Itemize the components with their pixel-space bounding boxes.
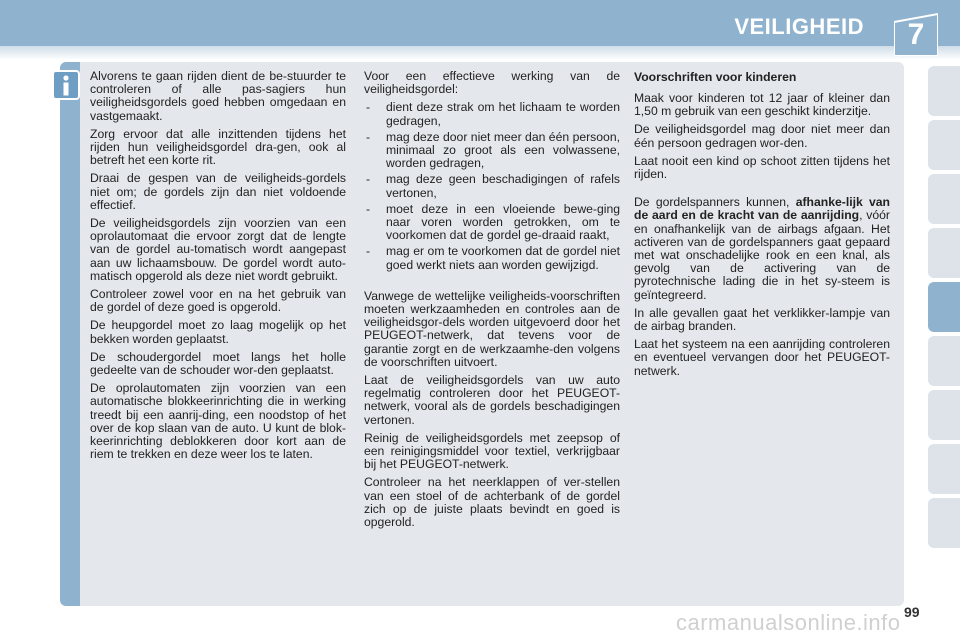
paragraph: Reinig de veiligheidsgordels met zeepsop of een reinigingsmiddel voor textiel, verkrijgbaar bij het PEUGEOT-netwerk. <box>364 430 620 472</box>
chapter-tab[interactable] <box>928 444 960 494</box>
paragraph: De veiligheidsgordels zijn voorzien van een oprolautomaat die ervoor zorgt dat de lengte van de gordel au-tomatisch wordt aangepast aan uw lichaamsbouw. De gordel wordt auto-matisch opgerold als deze niet wordt gebruikt. <box>90 216 346 283</box>
list-item-text: mag deze geen beschadigingen of rafels vertonen, <box>386 172 620 200</box>
bullet-dash: - <box>366 172 371 187</box>
list-item <box>364 203 620 243</box>
column-1 <box>90 70 346 466</box>
column-2 <box>364 70 620 534</box>
header-fade <box>0 46 960 60</box>
section-heading: Voorschriften voor kinderen <box>634 70 797 84</box>
pretension-bold: afhanke-lijk van de aard en de kracht van de aanrijding <box>634 195 891 223</box>
list-item <box>364 101 620 127</box>
chapter-number: 7 <box>907 18 925 51</box>
paragraph: Laat nooit een kind op schoot zitten tijdens het rijden. <box>634 153 890 182</box>
list-item <box>364 131 620 171</box>
chapter-tab[interactable] <box>928 390 960 440</box>
chapter-tabs <box>924 66 960 606</box>
page-title: VEILIGHEID <box>734 14 864 39</box>
chapter-tab-active[interactable] <box>928 282 960 332</box>
list-item-text: moet deze in een vloeiende bewe-ging naar voren worden getrokken, om te voorkomen dat de gordel ge-draaid raakt, <box>386 201 620 243</box>
list-item <box>364 173 620 199</box>
paragraph: Laat het systeem na een aanrijding controleren en eventueel vervangen door het PEUGEOT-netwerk. <box>634 337 890 378</box>
chapter-tab[interactable] <box>928 66 960 116</box>
page-number: 99 <box>904 604 920 620</box>
list-item <box>364 245 620 271</box>
paragraph: De schoudergordel moet langs het holle gedeelte van de schouder wor-den geplaatst. <box>90 349 346 378</box>
column-3 <box>634 70 890 383</box>
pretension-before: De gordelspanners kunnen, <box>634 195 796 210</box>
info-icon <box>52 70 80 100</box>
chapter-tab[interactable] <box>928 228 960 278</box>
panel-accent-bar <box>60 62 80 606</box>
chapter-tab[interactable] <box>928 498 960 548</box>
list-item-text: dient deze strak om het lichaam te worden gedragen, <box>386 100 620 128</box>
bullet-dash: - <box>366 129 371 144</box>
paragraph: Laat de veiligheidsgordels van uw auto regelmatig controleren door het PEUGEOT-netwerk, vooral als de gordels beschadigingen vertonen. <box>364 373 620 427</box>
bullet-dash: - <box>366 100 371 115</box>
paragraph: In alle gevallen gaat het verklikker-lampje van de airbag branden. <box>634 305 890 334</box>
chapter-tab[interactable] <box>928 336 960 386</box>
paragraph: De veiligheidsgordel mag door niet meer dan één persoon gedragen wor-den. <box>634 122 890 150</box>
chapter-tab[interactable] <box>928 174 960 224</box>
bullet-dash: - <box>366 244 371 259</box>
paragraph: Draai de gespen van de veiligheids-gordels niet om; de gordels zijn dan niet voldoende effectief. <box>90 171 346 212</box>
bullet-dash: - <box>366 201 371 216</box>
paragraph: Zorg ervoor dat alle inzittenden tijdens het rijden hun veiligheidsgordel dra-gen, ook al betreft het een korte rit. <box>90 126 346 168</box>
pretensioner-paragraph <box>634 196 890 302</box>
pretension-after: , vóór en onafhankelijk van de airbags afgaan. Het activeren van de gordelspanners gaat gepaard met wat onschadelijke rook en een knal, als gevolg van de activering van de pyrotechnische lading die in het sy-steem is geïntegreerd. <box>634 208 890 302</box>
paragraph: De heupgordel moet zo laag mogelijk op het bekken worden geplaatst. <box>90 318 346 346</box>
paragraph: De oprolautomaten zijn voorzien van een automatische blokkeerinrichting die in werking treedt bij een aanrij-ding, een noodstop of het over de kop slaan van de auto. U kunt de blok-keerinrichting deblokkeren door kort aan de riem te trekken en deze weer los te laten. <box>90 381 346 462</box>
paragraph: Controleer na het neerklappen of ver-stellen van een stoel of de achterbank of de gordel zich op de juiste plaats bevindt en goed is opgerold. <box>364 475 620 530</box>
paragraph: Maak voor kinderen tot 12 jaar of kleiner dan 1,50 m gebruik van een geschikt kinderzitje. <box>634 91 890 119</box>
intro-text: Voor een effectieve werking van de veiligheidsgordel: <box>364 69 620 97</box>
list-item-text: mag er om te voorkomen dat de gordel niet goed werkt niets aan worden gewijzigd. <box>386 244 620 272</box>
bullet-list <box>364 101 620 271</box>
paragraph: Vanwege de wettelijke veiligheids-voorschriften moeten werkzaamheden en controles aan de veiligheidsgor-dels worden uitgevoerd door het PEUGEOT-netwerk, dat tevens voor de garantie zorgt en de werkzaamhe-den volgens de voorschriften uitvoert. <box>364 288 620 369</box>
paragraph: Controleer zowel voor en na het gebruik van de gordel of deze goed is opgerold. <box>90 287 346 315</box>
watermark: carmanualsonline.info <box>676 610 901 635</box>
chapter-tab[interactable] <box>928 120 960 170</box>
list-item-text: mag deze door niet meer dan één persoon, minimaal zo groot als een volwassene, worden gedragen, <box>386 129 620 171</box>
paragraph: Alvorens te gaan rijden dient de be-stuurder te controleren of alle pas-sagiers hun veiligheidsgordels goed hebben omgedaan en vastgemaakt. <box>90 69 346 123</box>
